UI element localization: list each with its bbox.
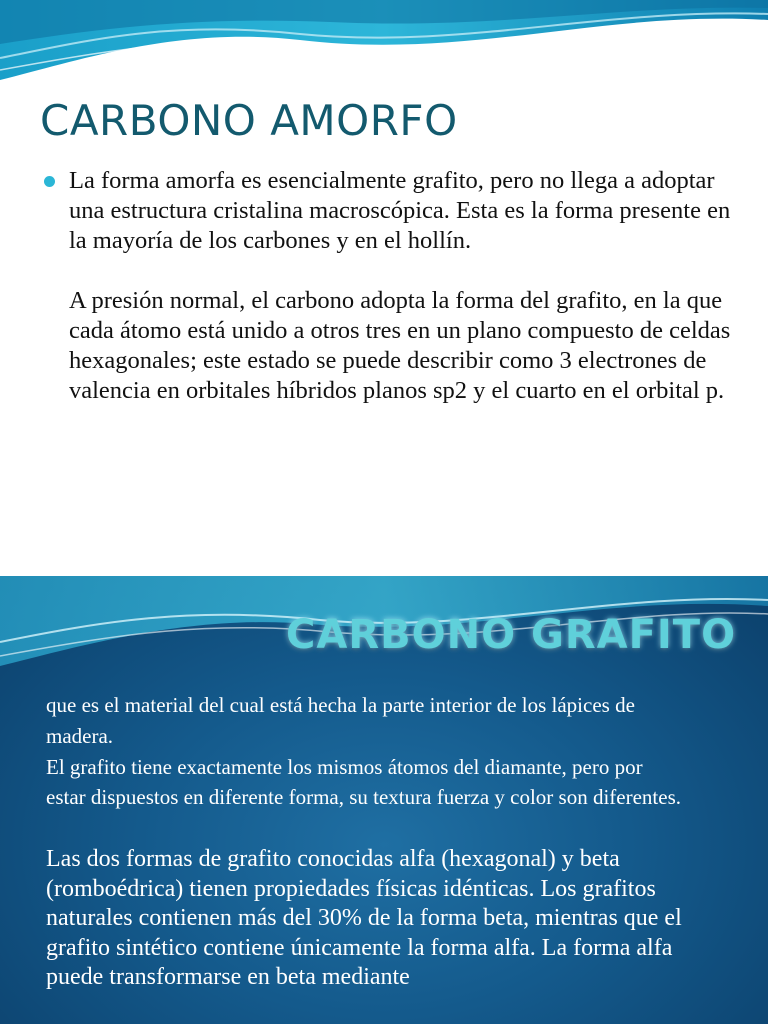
bullet-item	[40, 166, 740, 406]
slide-title: CARBONO AMORFO	[40, 96, 458, 145]
paragraph: El grafito tiene exactamente los mismos átomos del diamante, pero por estar dispuestos en diferente forma, su textura fuerza y color son diferentes.	[46, 755, 682, 809]
bullet-dot-icon	[44, 176, 55, 187]
wave-header-decoration	[0, 0, 768, 90]
paragraph: que es el material del cual está hecha la parte interior de los lápices de madera.	[46, 693, 635, 748]
paragraph: La forma amorfa es esencialmente grafito, pero no llega a adoptar una estructura cristalina macroscópica. Esta es la forma presente en la mayoría de los carbones y en el hollín.	[69, 167, 731, 254]
slide-title: CARBONO GRAFITO	[286, 612, 737, 658]
paragraph: A presión normal, el carbono adopta la forma del grafito, en la que cada átomo está unido a otros tres en un plano compuesto de celdas hexagonales; este estado se puede describir como 3 electrones de valencia en orbitales híbridos planos sp2 y el cuarto en el orbital p.	[69, 287, 731, 404]
paragraph: Las dos formas de grafito conocidas alfa (hexagonal) y beta (romboédrica) tienen propiedades físicas idénticas. Los grafitos naturales contienen más del 30% de la forma beta, mientras que el grafito sintético contiene únicamente la forma alfa. La forma alfa puede transformarse en beta mediante	[46, 846, 682, 990]
